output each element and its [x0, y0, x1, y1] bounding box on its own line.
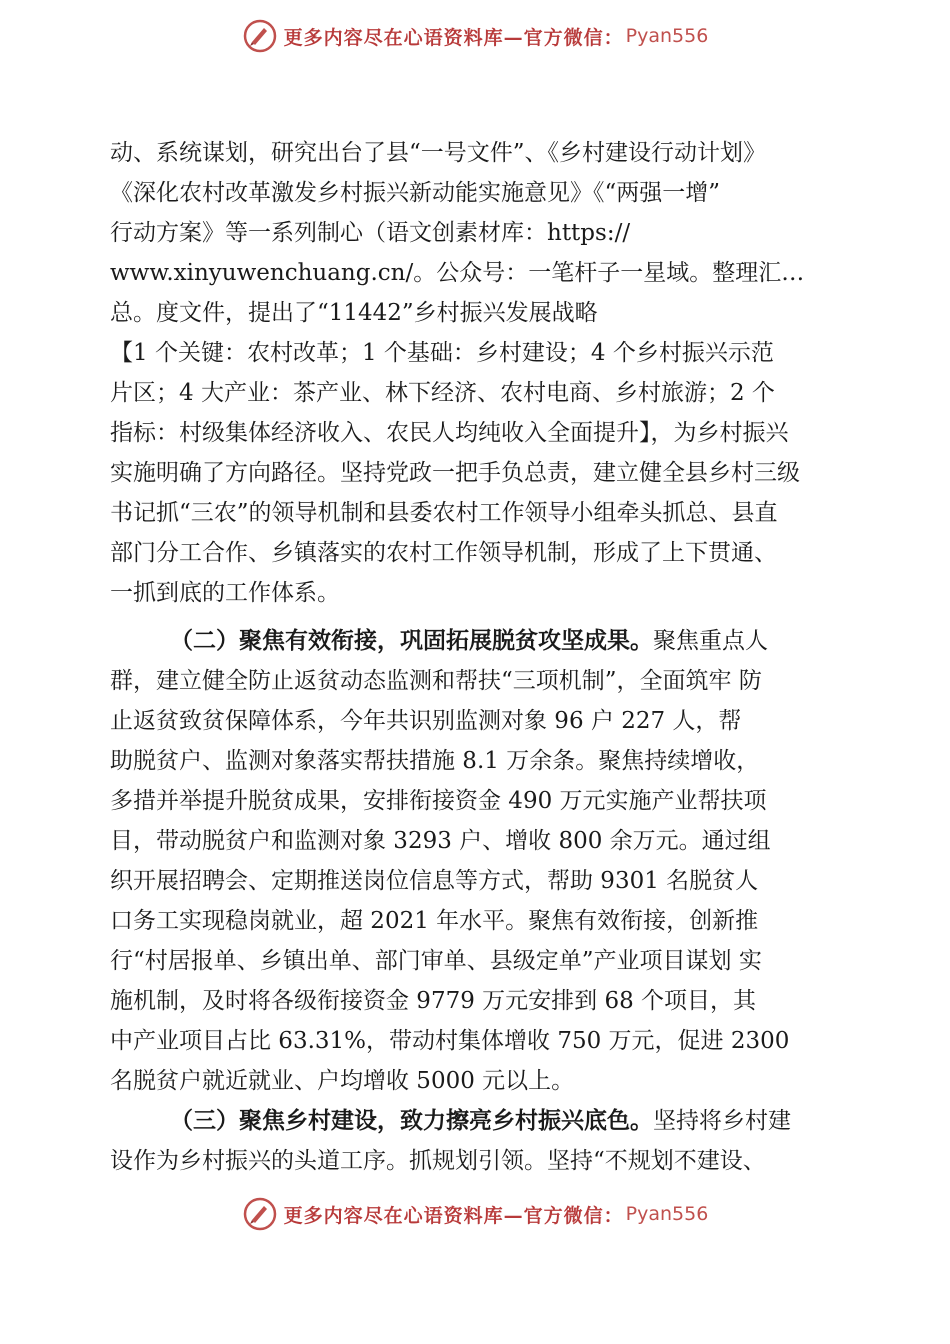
text-line: 名脱贫户就近就业、户均增收 5000 元以上。 — [110, 1068, 575, 1094]
section-effective-connection — [110, 621, 845, 1101]
watermark-banner-bottom — [0, 1194, 950, 1234]
section-heading: （三）聚焦乡村建设，致力擦亮乡村振兴底色。 — [170, 1108, 653, 1134]
section-heading: （二）聚焦有效衔接，巩固拓展脱贫攻坚成果。 — [170, 628, 653, 654]
text-line: 设作为乡村振兴的头道工序。抓规划引领。坚持“不规划不建设、 — [110, 1148, 766, 1174]
document-body — [110, 133, 845, 1181]
section-first-line — [110, 621, 845, 661]
text-line: 动、系统谋划，研究出台了县“一号文件”、《乡村建设行动计划》 — [110, 140, 767, 166]
section-text: 聚焦重点人 — [653, 628, 768, 654]
watermark-contact: Pyan556 — [625, 1203, 709, 1225]
text-line: 一抓到底的工作体系。 — [110, 580, 340, 606]
text-line: 指标：村级集体经济收入、农民人均纯收入全面提升】，为乡村振兴 — [110, 420, 789, 446]
text-line: 总。度文件，提出了“11442”乡村振兴发展战略 — [110, 300, 598, 326]
text-line: 书记抓“三农”的领导机制和县委农村工作领导小组牵头抓总、县直 — [110, 500, 778, 526]
text-line: 群，建立健全防止返贫动态监测和帮扶“三项机制”，全面筑牢 防 — [110, 668, 762, 694]
watermark-text: 更多内容尽在心语资料库—官方微信： — [283, 26, 624, 49]
text-line: 施机制，及时将各级衔接资金 9779 万元安排到 68 个项目，其 — [110, 988, 757, 1014]
text-line: 片区；4 大产业：茶产业、林下经济、农村电商、乡村旅游；2 个 — [110, 380, 775, 406]
text-line: www.xinyuwenchuang.cn/。公众号：一笔杆子一星域。整理汇… — [110, 260, 805, 286]
text-line: 中产业项目占比 63.31%，带动村集体增收 750 万元，促进 2300 — [110, 1028, 790, 1054]
text-line: 【1 个关键：农村改革；1 个基础：乡村建设；4 个乡村振兴示范 — [110, 340, 774, 366]
brand-logo-icon — [242, 18, 278, 54]
text-line: 口务工实现稳岗就业，超 2021 年水平。聚焦有效衔接，创新推 — [110, 908, 759, 934]
text-line: 止返贫致贫保障体系，今年共识别监测对象 96 户 227 人，帮 — [110, 708, 742, 734]
text-line: 《深化农村改革激发乡村振兴新动能实施意见》《“两强一增” — [110, 180, 721, 206]
watermark-text: 更多内容尽在心语资料库—官方微信： — [283, 1204, 624, 1227]
text-line: 部门分工合作、乡镇落实的农村工作领导机制，形成了上下贯通、 — [110, 540, 777, 566]
text-line: 行动方案》等一系列制心（语文创素材库：https:// — [110, 220, 631, 246]
brand-logo-icon — [242, 1196, 278, 1232]
text-line: 目，带动脱贫户和监测对象 3293 户、增收 800 余万元。通过组 — [110, 828, 771, 854]
paragraph-leadership — [110, 133, 845, 613]
section-text: 坚持将乡村建 — [653, 1108, 791, 1134]
text-line: 实施明确了方向路径。坚持党政一把手负总责，建立健全县乡村三级 — [110, 460, 800, 486]
text-line: 助脱贫户、监测对象落实帮扶措施 8.1 万余条。聚焦持续增收， — [110, 748, 760, 774]
watermark-contact: Pyan556 — [625, 25, 709, 47]
watermark-banner-top — [0, 16, 950, 56]
text-line: 行“村居报单、乡镇出单、部门审单、县级定单”产业项目谋划 实 — [110, 948, 762, 974]
text-line: 织开展招聘会、定期推送岗位信息等方式，帮助 9301 名脱贫人 — [110, 868, 759, 894]
section-first-line — [110, 1101, 845, 1141]
section-rural-construction — [110, 1101, 845, 1181]
text-line: 多措并举提升脱贫成果，安排衔接资金 490 万元实施产业帮扶项 — [110, 788, 767, 814]
